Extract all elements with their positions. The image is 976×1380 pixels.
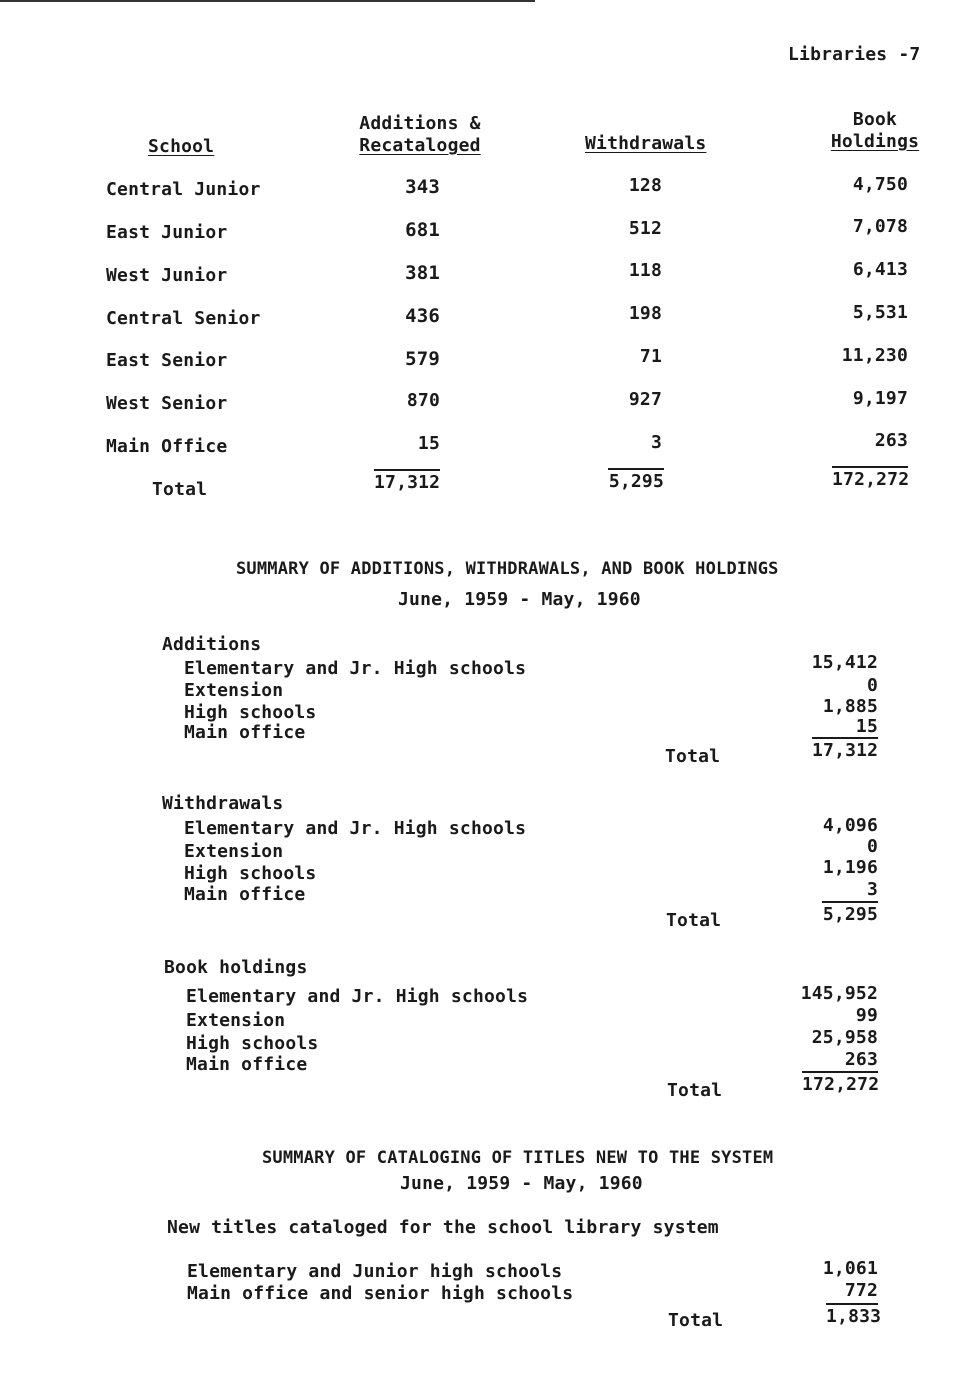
list-item-value: 0 [866,675,878,696]
summary-intro: New titles cataloged for the school library system [167,1217,719,1238]
table-row-school: West Senior [106,393,228,414]
section-heading: Withdrawals [162,793,284,814]
list-item-label: Main office and senior high schools [187,1283,574,1304]
list-item-label: Extension [184,680,284,701]
list-item-label: Elementary and Junior high schools [187,1261,563,1282]
list-item-label: High schools [186,1033,319,1054]
table-row-withdrawals: 118 [628,260,662,281]
section-heading: Book holdings [164,957,308,978]
table-total-withdrawals: 5,295 [608,468,664,493]
table-row-additions: 436 [405,305,440,327]
col-header-additions-line1: Additions & [359,113,481,134]
list-item-label: Extension [184,841,284,862]
section-total-value: 17,312 [812,737,878,762]
list-item-value: 99 [855,1005,878,1026]
section-total-label: Total [668,1310,724,1331]
table-row-withdrawals: 128 [628,175,662,196]
summary-dates: June, 1959 - May, 1960 [398,589,641,610]
table-row-holdings: 9,197 [852,388,908,409]
table-row-holdings: 7,078 [852,216,908,237]
table-row-holdings: 263 [874,430,908,451]
page-header: Libraries -7 [788,44,921,65]
col-header-holdings-line1: Book [852,109,898,130]
list-item-label: Main office [184,884,306,905]
list-item-value: 772 [844,1280,878,1301]
section-total-label: Total [665,746,721,767]
col-header-school: School [148,136,215,157]
list-item-label: Main office [184,722,306,743]
table-row-withdrawals: 927 [628,389,662,410]
list-item-label: Elementary and Jr. High schools [186,986,529,1007]
table-row-additions: 381 [405,262,440,284]
col-header-additions-line2: Recataloged [359,135,481,156]
section-total-value: 1,833 [826,1303,878,1328]
list-item-value: 0 [866,836,878,857]
list-item-value: 15,412 [811,652,878,673]
list-item-label: Extension [186,1010,286,1031]
table-row-additions: 15 [417,433,440,454]
list-item-label: High schools [184,702,317,723]
col-header-holdings-line2: Holdings [830,131,920,152]
table-row-holdings: 5,531 [852,302,908,323]
list-item-value: 3 [866,879,878,900]
summary-title: SUMMARY OF ADDITIONS, WITHDRAWALS, AND BOOK HOLDINGS [236,559,779,579]
section-heading: Additions [162,634,262,655]
section-total-value: 172,272 [802,1071,878,1096]
list-item-value: 145,952 [800,983,878,1004]
table-total-additions: 17,312 [374,469,440,494]
section-total-value: 5,295 [822,901,878,926]
table-row-school: East Senior [106,350,228,371]
list-item-label: Elementary and Jr. High schools [184,818,527,839]
summary-title: SUMMARY OF CATALOGING OF TITLES NEW TO THE SYSTEM [262,1148,774,1168]
table-row-additions: 343 [405,176,440,198]
list-item-value: 1,196 [822,857,878,878]
list-item-value: 263 [844,1049,878,1070]
table-row-holdings: 6,413 [852,259,908,280]
list-item-label: High schools [184,863,317,884]
table-row-school: Central Senior [106,308,261,329]
table-row-additions: 870 [406,390,440,411]
section-total-label: Total [666,910,722,931]
table-row-additions: 681 [405,219,440,241]
table-row-withdrawals: 3 [650,432,662,453]
list-item-value: 1,061 [822,1258,878,1279]
table-total-label: Total [152,479,208,500]
table-row-school: West Junior [106,265,228,286]
col-header-withdrawals: Withdrawals [585,133,707,154]
table-total-holdings: 172,272 [832,466,908,491]
list-item-value: 1,885 [822,696,878,717]
table-row-withdrawals: 71 [639,346,662,367]
table-row-additions: 579 [405,348,440,370]
table-row-school: East Junior [106,222,228,243]
table-row-school: Main Office [106,436,228,457]
table-row-school: Central Junior [106,179,261,200]
top-edge-rule [0,0,535,2]
table-row-holdings: 11,230 [841,345,908,366]
section-total-label: Total [667,1080,723,1101]
list-item-value: 25,958 [811,1027,878,1048]
list-item-label: Elementary and Jr. High schools [184,658,527,679]
table-row-withdrawals: 198 [628,303,662,324]
table-row-withdrawals: 512 [628,218,662,239]
list-item-value: 15 [855,716,878,737]
table-row-holdings: 4,750 [852,174,908,195]
list-item-value: 4,096 [822,815,878,836]
list-item-label: Main office [186,1054,308,1075]
summary-dates: June, 1959 - May, 1960 [400,1173,643,1194]
